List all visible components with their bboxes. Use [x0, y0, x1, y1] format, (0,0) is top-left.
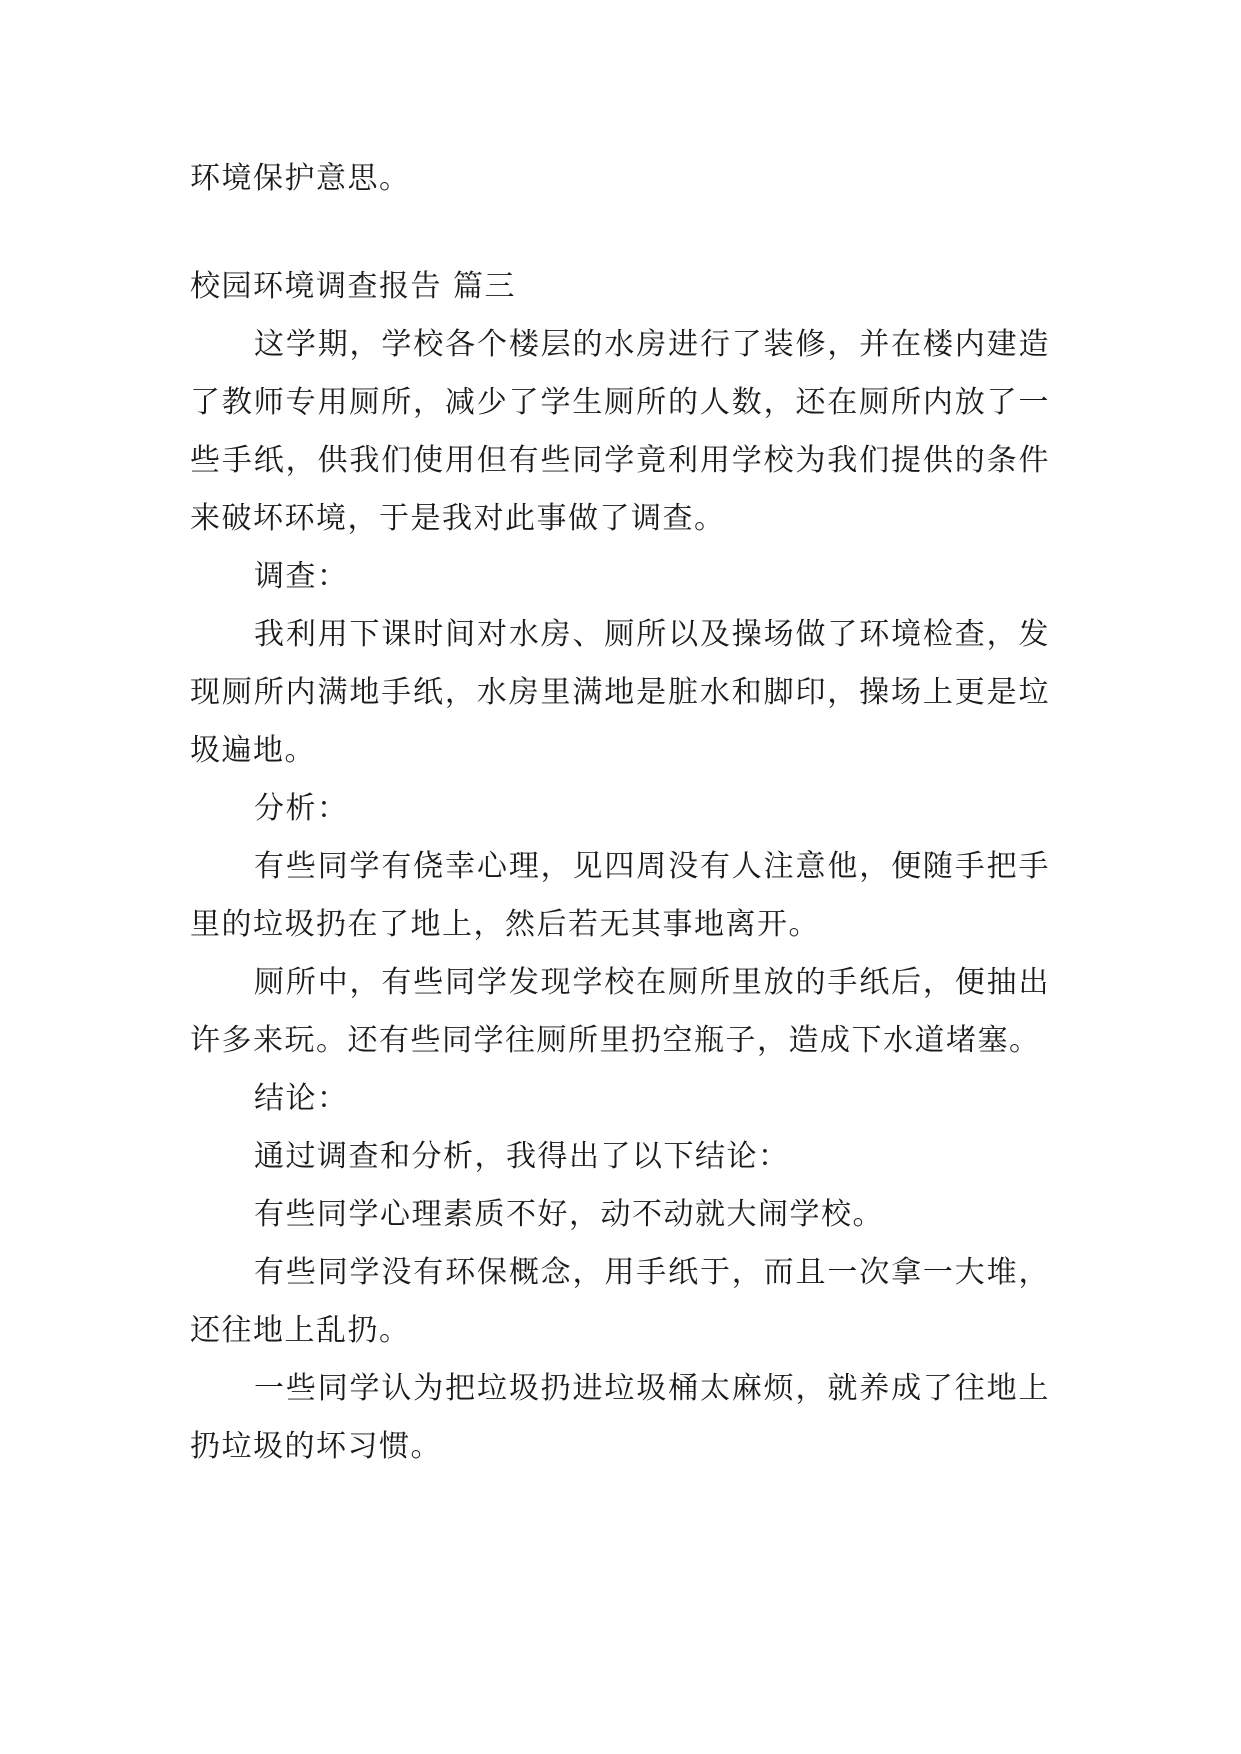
label-conclusion: 结论： [254, 1081, 349, 1116]
paragraph-survey: 我利用下课时间对水房、厕所以及操场做了环境检查，发现厕所内满地手纸，水房里满地是脏水和脚印，操场上更是垃圾遍地。 [190, 617, 1050, 768]
paragraph-conclusion-2: 有些同学没有环保概念，用手纸于，而且一次拿一大堆，还往地上乱扔。 [190, 1255, 1050, 1348]
lead-paragraph: 环境保护意思。 [190, 161, 411, 196]
paragraph-analysis-2: 厕所中，有些同学发现学校在厕所里放的手纸后，便抽出许多来玩。还有些同学往厕所里扔空瓶子，造成下水道堵塞。 [190, 965, 1050, 1058]
paragraph-conclusion-3: 一些同学认为把垃圾扔进垃圾桶太麻烦，就养成了往地上扔垃圾的坏习惯。 [190, 1371, 1050, 1464]
label-analysis: 分析： [254, 791, 349, 826]
paragraph-analysis-1: 有些同学有侥幸心理，见四周没有人注意他，便随手把手里的垃圾扔在了地上，然后若无其事地离开。 [190, 849, 1050, 942]
document-body [190, 150, 1050, 1476]
paragraph-conclusion-intro: 通过调查和分析，我得出了以下结论： [254, 1139, 790, 1174]
paragraph-conclusion-1: 有些同学心理素质不好，动不动就大闹学校。 [254, 1197, 884, 1232]
label-survey: 调查： [254, 559, 349, 594]
paragraph-intro: 这学期，学校各个楼层的水房进行了装修，并在楼内建造了教师专用厕所，减少了学生厕所的人数，还在厕所内放了一些手纸，供我们使用但有些同学竟利用学校为我们提供的条件来破坏环境，于是我对此事做了调查。 [190, 327, 1050, 536]
section-heading: 校园环境调查报告 篇三 [190, 269, 517, 304]
